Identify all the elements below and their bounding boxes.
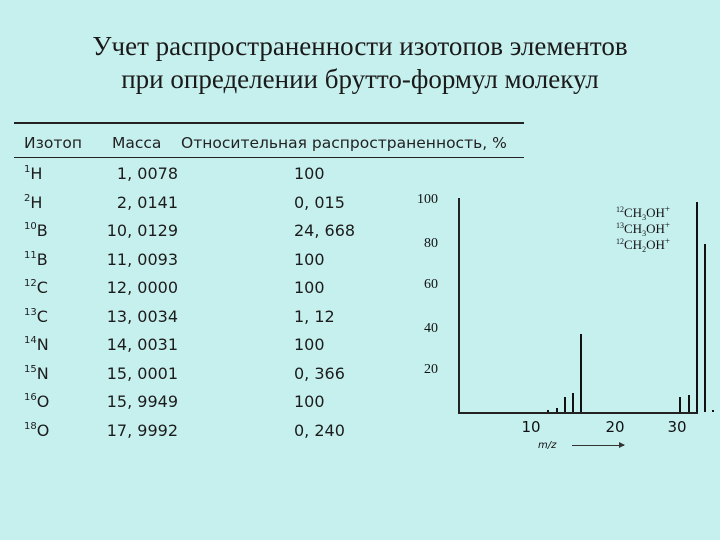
abundance-cell: 100: [294, 278, 325, 297]
element-symbol: C: [36, 278, 48, 297]
ion-formula-part: OH: [646, 221, 665, 236]
header-abundance: Относительная распространенность, %: [181, 134, 507, 152]
spectrum-peak: [688, 395, 690, 412]
element-symbol: H: [30, 192, 43, 212]
spectrum-peak: [547, 410, 549, 412]
mass-spectrum: [400, 180, 710, 460]
abundance-cell: 100: [294, 335, 325, 354]
right-arrow-icon: [572, 445, 624, 446]
mass-number: 11: [24, 249, 37, 261]
spectrum-peak: [580, 334, 582, 412]
spectrum-peak: [564, 397, 566, 412]
header-mass: Масса: [112, 134, 162, 152]
ion-formula-part: OH: [646, 237, 665, 252]
mass-number: 14: [24, 335, 37, 346]
y-tick-label: 20: [424, 362, 438, 377]
abundance-cell: 0, 366: [294, 363, 345, 383]
mass-cell: 2, 0141: [116, 192, 178, 212]
isotope-cell: [24, 364, 49, 383]
mass-cell: 17, 9992: [106, 420, 178, 440]
abundance-cell: 100: [294, 392, 325, 411]
x-axis: [458, 412, 698, 414]
ion-formula-part: OH: [646, 205, 665, 220]
mass-number: 16: [24, 392, 37, 403]
isotope-cell: [24, 421, 49, 440]
isotope-cell: [24, 278, 48, 297]
mass-number: 13: [24, 306, 37, 318]
mass-cell: 11, 0093: [106, 249, 178, 269]
isotope-cell: [24, 392, 49, 411]
ion-subscript: 2: [642, 245, 647, 254]
title-line-2: при определении брутто-формул молекул: [121, 64, 599, 94]
ion-formula-part: CH: [624, 205, 643, 220]
y-tick-label: 60: [424, 277, 438, 292]
element-symbol: O: [36, 392, 50, 411]
ion-formula-part: CH: [624, 221, 643, 236]
spectrum-peak: [696, 202, 698, 412]
element-symbol: B: [36, 249, 48, 269]
x-tick-label: 30: [667, 418, 687, 436]
isotope-cell: [24, 193, 42, 212]
ion-formula-part: CH: [624, 237, 643, 252]
isotope-cell: [24, 221, 48, 240]
mass-number: 1: [24, 164, 31, 175]
ion-isotope: 12: [616, 205, 624, 214]
abundance-cell: 24, 668: [294, 221, 356, 240]
spectrum-peak: [572, 393, 574, 412]
element-symbol: H: [30, 164, 43, 183]
mass-cell: 10, 0129: [106, 221, 178, 240]
y-axis: [458, 198, 460, 413]
spectrum-peak: [679, 397, 681, 412]
mass-number: 12: [24, 278, 37, 289]
element-symbol: B: [36, 221, 48, 240]
abundance-cell: 100: [294, 249, 325, 269]
x-tick-label: 20: [605, 418, 625, 436]
mass-cell: 1, 0078: [116, 164, 178, 183]
mass-number: 15: [24, 363, 37, 375]
ion-charge: +: [664, 220, 670, 230]
abundance-cell: 0, 240: [294, 420, 345, 440]
mass-cell: 14, 0031: [106, 335, 178, 354]
y-tick-label: 40: [424, 321, 438, 336]
abundance-cell: 100: [294, 164, 325, 183]
x-tick-label: 10: [521, 418, 541, 436]
spectrum-peak: [556, 408, 558, 412]
spectrum-peak: [712, 410, 714, 412]
ion-charge: +: [664, 236, 670, 246]
mass-cell: 13, 0034: [106, 306, 178, 326]
isotope-cell: [24, 307, 48, 326]
ion-subscript: 3: [642, 229, 647, 238]
isotope-cell: [24, 164, 42, 183]
abundance-cell: 1, 12: [294, 306, 335, 326]
element-symbol: O: [36, 420, 50, 440]
ion-charge: +: [664, 204, 670, 214]
table-header-rule: [14, 157, 524, 158]
mass-number: 2: [24, 192, 31, 204]
ion-subscript: 3: [642, 213, 647, 222]
y-tick-label: 100: [417, 192, 438, 207]
ion-label: [616, 236, 670, 254]
isotope-cell: [24, 250, 48, 269]
element-symbol: C: [36, 306, 48, 326]
mass-cell: 15, 9949: [106, 392, 178, 411]
element-symbol: N: [36, 363, 49, 383]
mass-cell: 15, 0001: [106, 363, 178, 383]
title-line-1: Учет распространенности изотопов элементов: [92, 31, 628, 61]
element-symbol: N: [36, 335, 49, 354]
y-tick-label: 80: [424, 236, 438, 251]
mass-cell: 12, 0000: [106, 278, 178, 297]
slide-title: [0, 30, 720, 96]
mass-number: 18: [24, 420, 37, 432]
mass-number: 10: [24, 221, 37, 232]
ion-isotope: 13: [616, 221, 624, 230]
ion-isotope: 12: [616, 237, 624, 246]
table-top-rule: [14, 122, 524, 124]
header-isotope: Изотоп: [24, 134, 82, 152]
abundance-cell: 0, 015: [294, 192, 345, 212]
isotope-cell: [24, 335, 49, 354]
spectrum-peak: [704, 244, 706, 412]
x-axis-label: m/z: [538, 440, 557, 451]
